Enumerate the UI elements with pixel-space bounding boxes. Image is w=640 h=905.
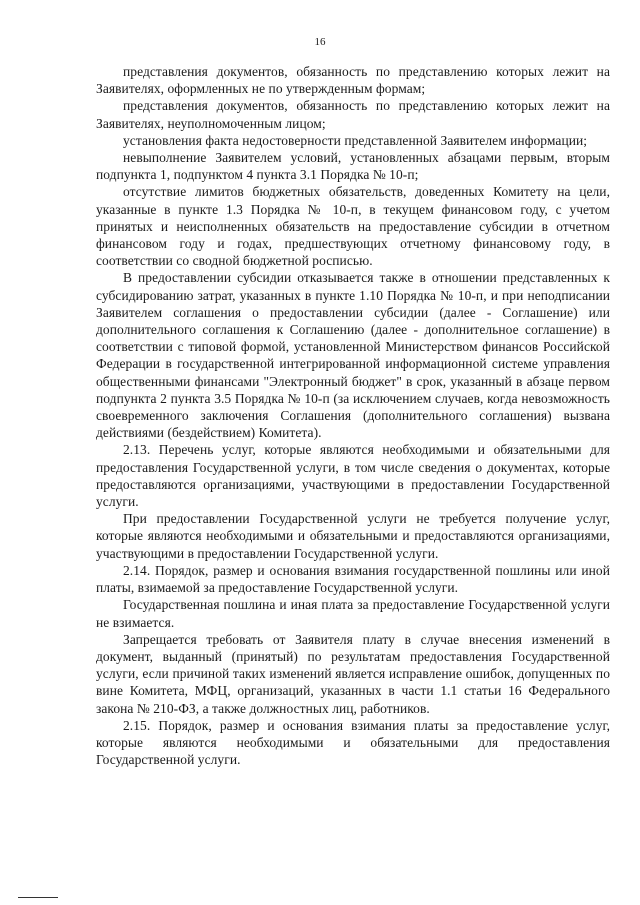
section-heading-2-13: 2.13. Перечень услуг, которые являются необходимыми и обязательными для предоставления Государственной услуги, в том числе сведения о документах, которые предоставляются организациями, участвующими в предоставлении Государственной услуги. [96, 442, 610, 510]
paragraph: представления документов, обязанность по представлению которых лежит на Заявителях, неуполномоченным лицом; [96, 98, 610, 131]
paragraph: установления факта недостоверности представленной Заявителем информации; [123, 132, 588, 148]
section-heading-2-14: 2.14. Порядок, размер и основания взимания государственной пошлины или иной платы, взимаемой за предоставление Государственной услуги. [96, 562, 610, 596]
page-number: 16 [314, 36, 326, 48]
paragraph: представления документов, обязанность по представлению которых лежит на Заявителях, оформленных не по утвержденным формам; [96, 64, 610, 97]
paragraph: отсутствие лимитов бюджетных обязательств, доведенных Комитету на цели, указанные в пункте 1.3 Порядка № 10-п, в текущем финансовом году, с учетом принятых и неисполненных обязательств на предоставление субсидии в отчетном финансовом году и годах, предшествующих отчетному финансовому году, в соответствии со сводной бюджетной росписью. [96, 184, 610, 269]
paragraph: При предоставлении Государственной услуги не требуется получение услуг, которые являются необходимыми и обязательными и предоставляются организациями, участвующими в предоставлении Государственной услуги. [96, 511, 610, 561]
paragraph: Запрещается требовать от Заявителя плату в случае внесения изменений в документ, выданный (принятый) по результатам предоставления Государственной услуги, если причиной таких изменений является исправление ошибок, допущенных по вине Комитета, МФЦ, организаций, указанных в части 1.1 статьи 16 Федерального закона № 210-ФЗ, а также должностных лиц, работников. [96, 631, 610, 716]
paragraph: невыполнение Заявителем условий, установленных абзацами первым, вторым подпункта 1, подпунктом 4 пункта 3.1 Порядка № 10-п; [96, 150, 610, 183]
paragraph: Государственная пошлина и иная плата за предоставление Государственной услуги не взимается. [96, 597, 610, 630]
section-heading-2-15: 2.15. Порядок, размер и основания взимания платы за предоставление услуг, которые являются необходимыми и обязательными для предоставления Государственной услуги. [96, 717, 610, 768]
paragraph: В предоставлении субсидии отказывается также в отношении представленных к субсидированию затрат, указанных в пункте 1.10 Порядка № 10-п, и при неподписании Заявителем соглашения о предоставлении субсидии (далее - Соглашение) или дополнительного соглашения к Соглашению (далее - дополнительное соглашение) в соответствии с типовой формой, установленной Министерством финансов Российской Федерации в государственной интегрированной информационной системе управления общественными финансами "Электронный бюджет" в срок, указанный в абзаце первом подпункта 2 пункта 3.5 Порядка № 10-п (за исключением случаев, когда невозможность своевременного заключения Соглашения (дополнительного соглашения) вызвана действиями (бездействием) Комитета). [96, 270, 610, 441]
document-body [96, 63, 610, 768]
footnote-divider [18, 897, 58, 898]
